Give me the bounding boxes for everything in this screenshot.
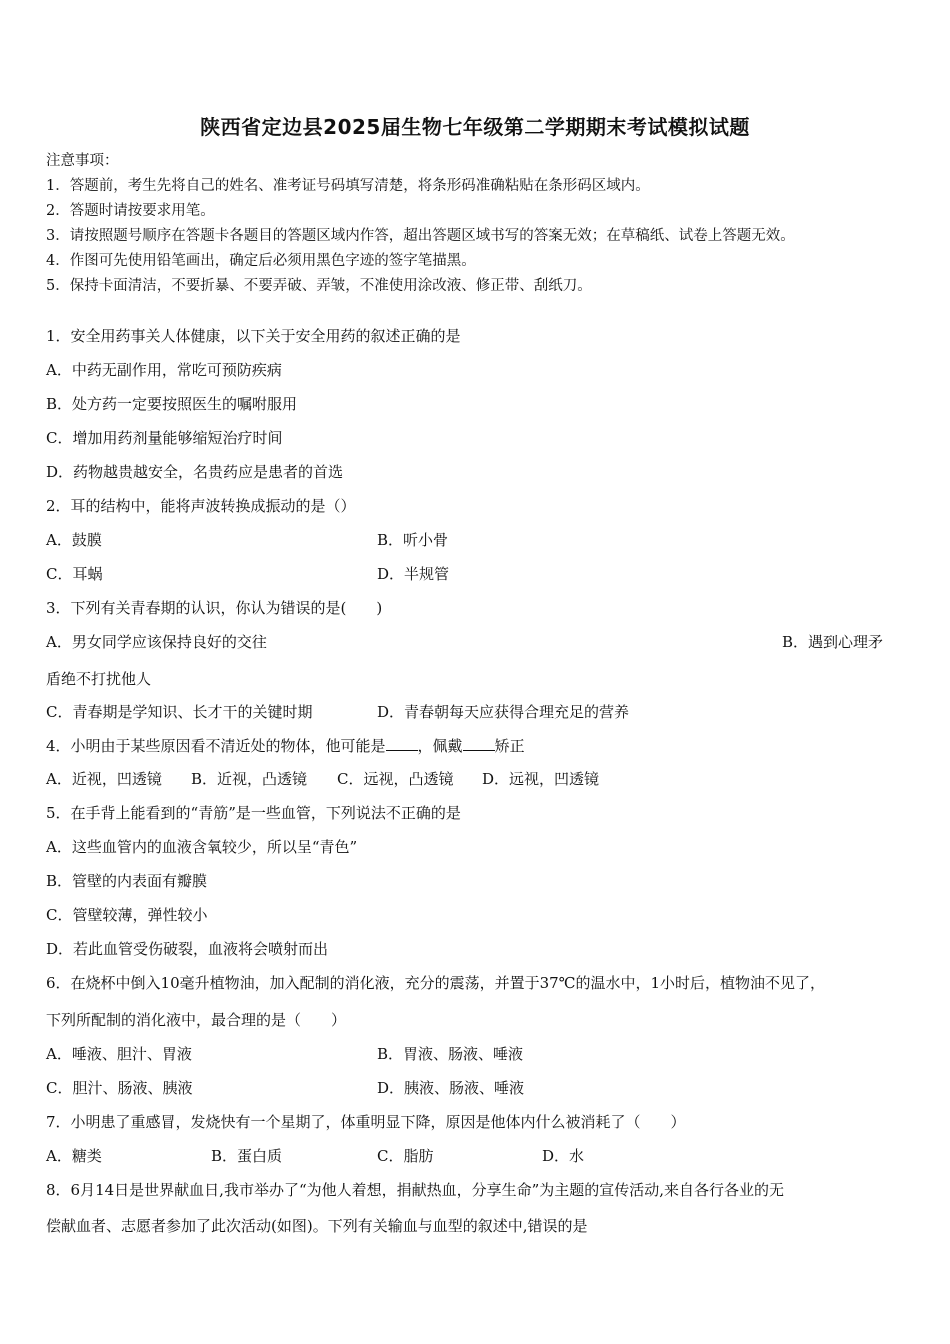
q3-option-b-part1: B．遇到心理矛 [782,633,884,651]
q7-option-b: B．蛋白质 [211,1147,283,1165]
q5-stem: 5．在手背上能看到的“青筋”是一些血管，下列说法不正确的是 [46,804,461,822]
answer-blank [386,736,418,751]
q4-option-b: B．近视，凸透镜 [191,770,308,788]
q7-option-d: D．水 [542,1147,585,1165]
page-title: 陕西省定边县2025届生物七年级第二学期期末考试模拟试题 [200,115,750,139]
q3-option-d: D．青春朝每天应获得合理充足的营养 [377,703,630,721]
q4-stem-part2: ，佩戴 [417,737,463,755]
q3-stem: 3．下列有关青春期的认识，你认为错误的是( ) [46,599,383,617]
q5-option-a: A．这些血管内的血液含氧较少，所以呈“青色” [46,838,358,856]
q6-stem-line2: 下列所配制的消化液中，最合理的是（ ） [46,1011,347,1029]
q4-stem-part3: 矫正 [494,737,525,755]
notice-item-4: 4．作图可先使用铅笔画出，确定后必须用黑色字迹的签字笔描黑。 [46,253,476,269]
q4-stem-part1: 4．小明由于某些原因看不清近处的物体，他可能是 [46,737,386,755]
answer-blank [463,736,495,751]
q3-option-a: A．男女同学应该保持良好的交往 [46,633,267,651]
q4-option-c: C．远视，凸透镜 [337,770,454,788]
q4-option-d: D．远视，凹透镜 [482,770,600,788]
q7-option-a: A．糖类 [46,1147,102,1165]
q8-stem-line2: 偿献血者、志愿者参加了此次活动(如图)。下列有关输血与血型的叙述中,错误的是 [46,1217,588,1235]
q3-option-b-part2: 盾绝不打扰他人 [46,670,152,688]
q2-stem: 2．耳的结构中，能将声波转换成振动的是（） [46,497,356,515]
notice-item-3: 3．请按照题号顺序在答题卡各题目的答题区域内作答，超出答题区域书写的答案无效；在草稿纸、试卷上答题无效。 [46,228,795,244]
q6-option-a: A．唾液、胆汁、胃液 [46,1045,192,1063]
q1-option-b: B．处方药一定要按照医生的嘱咐服用 [46,395,298,413]
q5-option-b: B．管壁的内表面有瓣膜 [46,872,208,890]
q2-option-c: C．耳蜗 [46,565,103,583]
q6-option-b: B．胃液、肠液、唾液 [377,1045,524,1063]
q6-stem-line1: 6．在烧杯中倒入10毫升植物油，加入配制的消化液，充分的震荡，并置于37℃的温水中，1小时后，植物油不见了， [46,974,826,992]
q1-option-a: A．中药无副作用，常吃可预防疾病 [46,361,282,379]
q3-option-c: C．青春期是学知识、长才干的关键时期 [46,703,313,721]
q7-option-c: C．脂肪 [377,1147,434,1165]
notice-item-2: 2．答题时请按要求用笔。 [46,203,215,219]
notice-item-5: 5．保持卡面清洁，不要折暴、不要弄破、弄皱，不准使用涂改液、修正带、刮纸刀。 [46,278,592,294]
q5-option-c: C．管壁较薄，弹性较小 [46,906,208,924]
q1-option-d: D．药物越贵越安全，名贵药应是患者的首选 [46,463,344,481]
q2-option-b: B．听小骨 [377,531,449,549]
q1-stem: 1．安全用药事关人体健康，以下关于安全用药的叙述正确的是 [46,327,461,345]
q2-option-d: D．半规管 [377,565,450,583]
q4-option-a: A．近视，凹透镜 [46,770,162,788]
q4-stem [46,736,525,756]
notice-item-1: 1．答题前，考生先将自己的姓名、准考证号码填写清楚，将条形码准确粘贴在条形码区域内。 [46,178,650,194]
q8-stem-line1: 8．6月14日是世界献血日,我市举办了“为他人着想，捐献热血，分享生命”为主题的宣传活动,来自各行各业的无 [46,1181,785,1199]
q7-stem: 7．小明患了重感冒，发烧快有一个星期了，体重明显下降，原因是他体内什么被消耗了（ ） [46,1113,686,1131]
q2-option-a: A．鼓膜 [46,531,102,549]
notice-heading: 注意事项： [46,153,119,169]
q6-option-d: D．胰液、肠液、唾液 [377,1079,525,1097]
q5-option-d: D．若此血管受伤破裂，血液将会喷射而出 [46,940,329,958]
q1-option-c: C．增加用药剂量能够缩短治疗时间 [46,429,283,447]
q6-option-c: C．胆汁、肠液、胰液 [46,1079,193,1097]
